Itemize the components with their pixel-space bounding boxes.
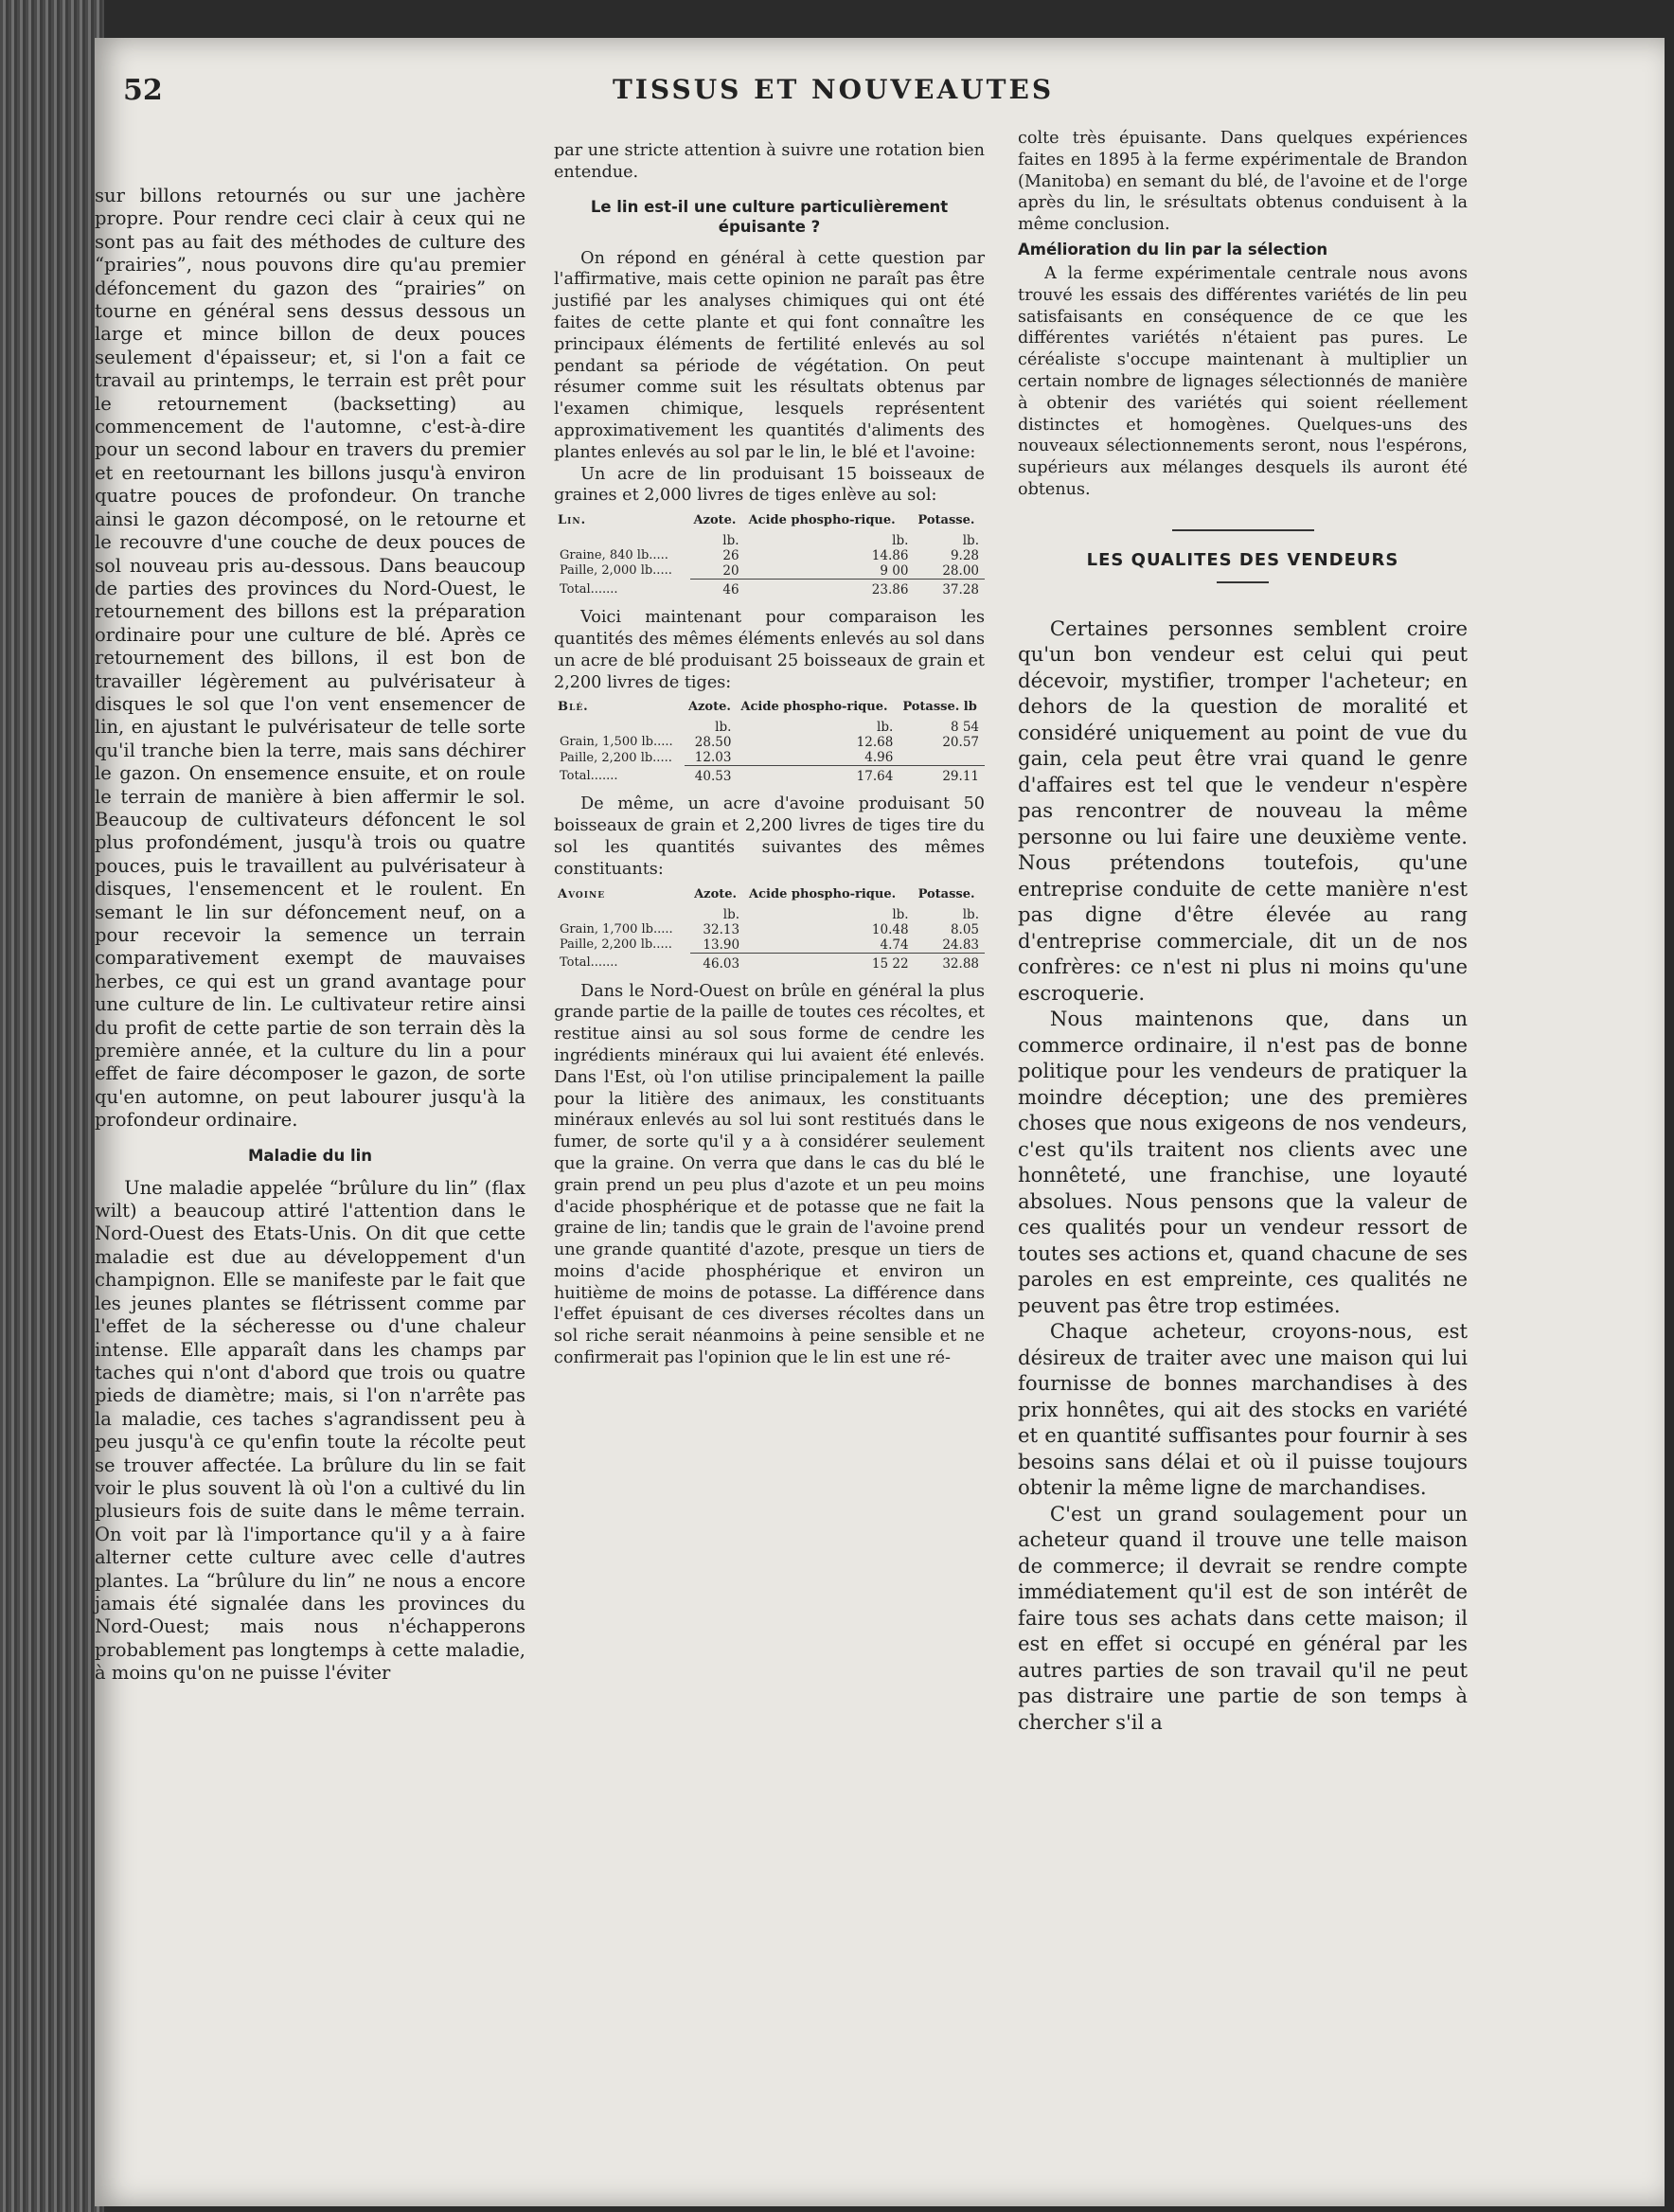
table-unit: 8 54	[950, 720, 979, 736]
table-unit: lb.	[962, 533, 979, 549]
table-cell: 4.96	[864, 750, 894, 766]
section-divider	[1172, 529, 1314, 531]
table-avoine	[554, 886, 985, 972]
table-row	[554, 548, 985, 563]
table-row-total	[554, 580, 985, 598]
table-cell: 12.68	[856, 735, 894, 751]
paragraph: A la ferme expérimentale centrale nous avons trouvé les essais des différentes variétés de lin peu satisfaisants en conséquence de ce que les différentes variétés n'étaient pas pures. Le céréaliste s'occupe maintenant à multiplier un certain nombre de lignages sélectionnés de manière à obtenir des variétés qui soient réellement distinctes et homogènes. Quelques-uns des nouveaux sélectionnements seront, nous l'espérons, supérieurs aux mélanges desquels ils auront été obtenus.	[1018, 263, 1468, 499]
table-cell: Total.......	[560, 769, 618, 784]
table-unit: lb.	[877, 720, 894, 736]
column-1	[95, 185, 525, 1686]
running-title: TISSUS ET NOUVEAUTES	[612, 74, 1055, 105]
table-lin	[554, 512, 985, 598]
table-unit: lb.	[715, 720, 732, 736]
table-cell: 40.53	[685, 766, 737, 785]
table-cell: 13.90	[703, 937, 740, 953]
table-cell: Grain, 1,500 lb.....	[560, 735, 673, 750]
table-row	[554, 563, 985, 580]
table-cell: 28.00	[942, 563, 979, 580]
paragraph: De même, un acre d'avoine produisant 50 boisseaux de grain et 2,200 livres de tiges tire du sol les quantités suivantes des mêmes constituants:	[554, 794, 985, 879]
table-cell: 46	[690, 580, 745, 598]
table-unit: lb.	[962, 906, 979, 922]
table-cell: 17.64	[737, 766, 899, 785]
table-cell: 15 22	[745, 953, 915, 972]
table-cell: 23.86	[745, 580, 915, 598]
table-row-total	[554, 953, 985, 972]
paragraph: colte très épuisante. Dans quelques expériences faites en 1895 à la ferme expérimentale de Brandon (Manitoba) en semant du blé, de l'avoine et de l'orge après du lin, le srésultats obtenus conduisent à la même conclusion.	[1018, 129, 1468, 235]
table-cell: 32.88	[915, 953, 985, 972]
table-cell: 29.11	[899, 766, 985, 785]
table-cell: Graine, 840 lb.....	[560, 548, 668, 563]
paragraph: Dans le Nord-Ouest on brûle en général la plus grande partie de la paille de toutes ces récoltes, et restitue ainsi au sol sous forme de cendre les ingrédients minéraux qui lui avaient été enlevés. Dans l'Est, où l'on utilise principalement la paille pour la litière des animaux, les constituants minéraux enlevés au sol lui sont restitués dans le fumer, de sorte qu'il y a à considérer seulement que la graine. On verra que dans le cas du blé le grain prend un peu plus d'azote et un peu moins d'acide phosphérique et de potasse que ne fait la graine de lin; tandis que le grain de l'avoine prend une grande quantité d'azote, presque un tiers de moins d'acide phosphérique et environ un huitième de moins de potasse. La différence dans l'effet épuisant de ces diverses récoltes dans un sol riche serait néanmoins à peine sensible et ne confirmerait pas l'opinion que le lin est une ré-	[554, 981, 985, 1368]
table-header: Potasse. lb	[902, 700, 977, 715]
table-unit: lb.	[722, 906, 740, 922]
page-number: 52	[123, 74, 163, 107]
table-row-total	[554, 766, 985, 785]
book-page-edges	[0, 0, 104, 2212]
column-2	[554, 140, 985, 1369]
page-header	[123, 74, 1543, 131]
table-row	[554, 937, 985, 954]
paragraph: par une stricte attention à suivre une rotation bien entendue.	[554, 141, 985, 182]
table-unit: lb.	[722, 533, 739, 549]
table-header: Lin.	[558, 513, 587, 528]
table-cell: Paille, 2,200 lb.....	[560, 937, 672, 952]
table-cell: 46.03	[690, 953, 745, 972]
table-cell: 4.74	[880, 937, 909, 953]
paragraph: C'est un grand soulagement pour un acheteur quand il trouve une telle maison de commerce; il devrait se rendre compte immédiatement qu'il est de son intérêt de faire tous ses achats dans cette maison; il est en effet si occupé en général par les autres parties de son travail qu'il ne peut pas distraire une partie de son temps à chercher s'il a	[1018, 1501, 1468, 1734]
paragraph: Voici maintenant pour comparaison les quantités des mêmes éléments enlevés au sol dans un acre de blé produisant 25 boisseaux de grain et 2,200 livres de tiges:	[554, 608, 985, 692]
article-title: LES QUALITES DES VENDEURS	[1086, 549, 1399, 570]
table-cell: 28.50	[694, 735, 732, 751]
table-cell: Grain, 1,700 lb.....	[560, 921, 673, 937]
table-cell: 32.13	[703, 921, 740, 937]
paragraph: Certaines personnes semblent croire qu'un bon vendeur est celui qui peut décevoir, mystifier, tromper l'acheteur; en dehors de la question de moralité et considéré uniquement au point de vue du gain, cela peut être vrai quand le genre d'affaires est tel que le vendeur n'espère pas rencontrer de nouveau la même personne ou lui faire une deuxième vente. Nous prétendons toutefois, qu'une entreprise conduite de cette manière n'est pas digne d'être élevée au rang d'entreprise commerciale, dit un de nos confrères: ce n'est ni plus ni moins qu'une escroquerie.	[1018, 615, 1468, 1005]
table-header: Azote.	[687, 700, 731, 715]
table-header: Acide phospho-rique.	[749, 886, 897, 901]
paragraph: Chaque acheteur, croyons-nous, est désireux de traiter avec une maison qui lui fournisse de bonnes marchandises à des prix honnêtes, qui ait des stocks en variété et en quantité suffisantes pour fournir à ses besoins sans délai et où il puisse toujours obtenir la même ligne de marchandises.	[1018, 1319, 1468, 1500]
paragraph: sur billons retournés ou sur une jachère propre. Pour rendre ceci clair à ceux qui ne sont pas au fait des méthodes de culture des “prairies”, nous pouvons dire qu'au premier défoncement du gazon des “prairies” on tourne en général sens dessus dessous un large et mince billon de deux pouces seulement d'épaisseur; et, si l'on a fait ce travail au printemps, le terrain est prêt pour le retournement (backsetting) au commencement de l'automne, c'est-à-dire pour un second labour en travers du premier et en reetournant les billons jusqu'à environ quatre pouces de profondeur. On tranche ainsi le gazon décomposé, on le retourne et le recouvre d'une couche de deux pouces de sol nouveau pris au-dessous. Dans beaucoup de parties des provinces du Nord-Ouest, le retournement des billons est la préparation ordinaire pour une culture de blé. Après ce retournement des billons, il est bon de travailler légèrement au pulvérisateur à disques le sol que l'on vent ensemencer de lin, en ajustant le pulvérisateur de telle sorte qu'il tranche bien la terre, mais sans déchirer le gazon. On ensemence ensuite, et on roule le terrain de manière à bien affermir le sol. Beaucoup de cultivateurs défoncent le sol plus profondément, jusqu'à trois ou quatre pouces, puis le travaillent au pulvérisateur à disques, l'ensemencent et le roulent. En semant le lin sur défoncement neuf, on a pour recevoir la semence un terrain comparativement exempt de mauvaises herbes, ce qui est un grand avantage pour une culture de lin. Le cultivateur retire ainsi du profit de cette partie de son terrain dès la première année, et la culture du lin a pour effet de faire décomposer le gazon, de sorte qu'en automne, on peut labourer jusqu'à la profondeur ordinaire.	[95, 185, 525, 1132]
table-cell: Total.......	[560, 955, 618, 971]
table-cell: 10.48	[871, 921, 909, 937]
title-underline	[1217, 581, 1269, 583]
table-cell: 9.28	[950, 548, 979, 564]
paragraph: On répond en général à cette question par l'affirmative, mais cette opinion ne paraît pas être justifié par les analyses chimiques qui ont été faites de cette plante et qui font connaître les principaux éléments de fertilité enlevés au sol pendant sa période de végétation. On peut résumer comme suit les résultats obtenus par l'examen chimique, lesquels représentent approximativement les quantités d'aliments des plantes enlevés au sol par le lin, le blé et l'avoine:	[554, 248, 985, 462]
table-header: Potasse.	[917, 886, 975, 901]
table-cell: Paille, 2,200 lb.....	[560, 750, 672, 765]
table-cell: Total.......	[560, 581, 618, 597]
section-heading-maladie: Maladie du lin	[247, 1146, 373, 1165]
table-cell: 20	[722, 563, 739, 580]
section-heading-amelioration: Amélioration du lin par la sélection	[1018, 240, 1328, 259]
table-cell: 12.03	[694, 750, 732, 766]
table-ble	[554, 699, 985, 784]
table-row	[554, 922, 985, 937]
table-cell: 24.83	[942, 937, 979, 953]
table-cell: 9 00	[880, 563, 909, 580]
table-header: Potasse.	[917, 513, 975, 528]
table-header: Acide phospho-rique.	[748, 513, 896, 528]
column-3	[1018, 128, 1468, 1735]
table-cell: 8.05	[950, 921, 979, 937]
table-cell	[899, 750, 985, 766]
table-header: Azote.	[693, 513, 737, 528]
table-header: Blé.	[558, 700, 589, 715]
table-row	[554, 750, 985, 766]
table-unit: lb.	[892, 906, 909, 922]
table-cell: 26	[722, 548, 739, 564]
paragraph: Nous maintenons que, dans un commerce ordinaire, il n'est pas de bonne politique pour les vendeurs de pratiquer la moindre déception; une des premières choses que nous exigeons de nos vendeurs, c'est qu'ils traitent nos clients avec une honnêteté, une franchise, une loyauté absolues. Nous pensons que la valeur de ces qualités pour un vendeur ressort de toutes ses actions et, quand chacune de ses paroles en est empreinte, ces qualités ne peuvent pas être trop estimées.	[1018, 1007, 1468, 1317]
paragraph: Un acre de lin produisant 15 boisseaux de graines et 2,000 livres de tiges enlève au sol:	[554, 464, 985, 506]
table-header: Acide phospho-rique.	[740, 700, 888, 715]
table-header: Azote.	[694, 886, 738, 901]
paragraph: Une maladie appelée “brûlure du lin” (flax wilt) a beaucoup attiré l'attention dans le Nord-Ouest des Etats-Unis. On dit que cette maladie est due au développement d'un champignon. Elle se manifeste par le fait que les jeunes plantes se flétrissent comme par l'effet de la sécheresse ou d'une chaleur intense. Elle apparaît dans les champs par taches qui n'ont d'abord que trois ou quatre pieds de diamètre; mais, si l'on n'arrête pas la maladie, ces taches s'agrandissent peu à peu jusqu'à ce qu'enfin toute la récolte peut se trouver affectée. La brûlure du lin se fait voir le plus souvent là où l'on a cultivé du lin plusieurs fois de suite dans le même terrain. On voit par là l'importance qu'il y a à faire alterner cette culture avec celle d'autres plantes. La “brûlure du lin” ne nous a encore jamais été signalée dans les provinces du Nord-Ouest; mais nous n'échapperons probablement pas longtemps à cette maladie, à moins qu'on ne puisse l'éviter	[95, 1176, 525, 1685]
table-row	[554, 735, 985, 750]
table-cell: 20.57	[942, 735, 979, 751]
table-header: Avoine	[558, 886, 606, 901]
section-heading-lin-epuisante: Le lin est-il une culture particulièrement épuisante ?	[590, 197, 949, 236]
table-cell: Paille, 2,000 lb.....	[560, 563, 672, 579]
table-cell: 37.28	[914, 580, 985, 598]
table-unit: lb.	[892, 533, 909, 549]
table-cell: 14.86	[871, 548, 909, 564]
